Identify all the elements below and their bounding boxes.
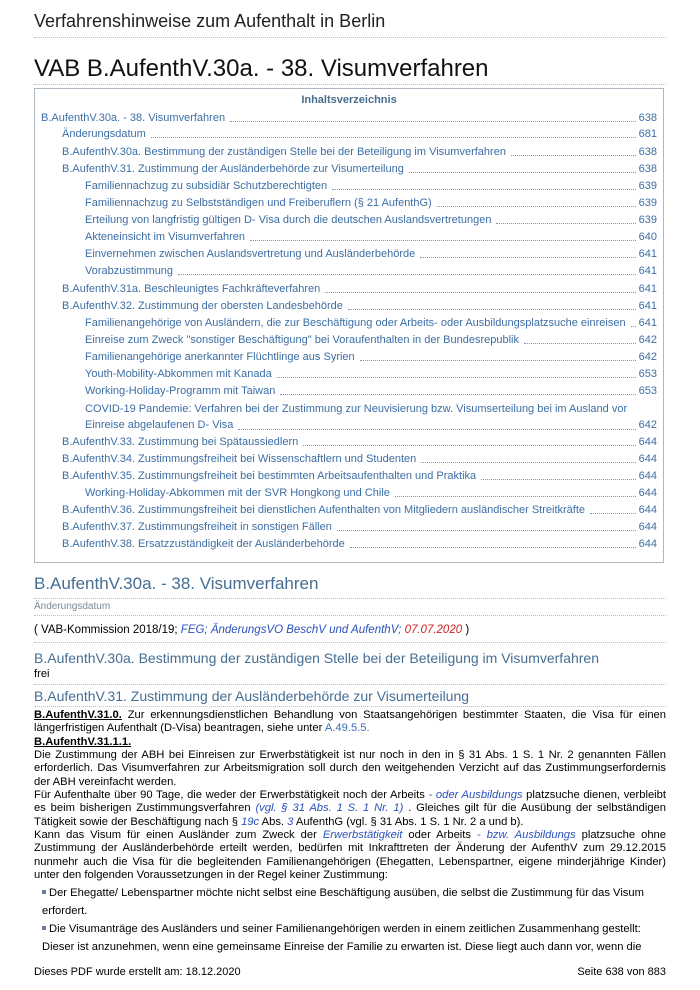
toc-entry[interactable]: Akteneinsicht im Visumverfahren 640 [85,231,657,243]
toc-entry[interactable]: Einvernehmen zwischen Auslandsvertretung und Ausländerbehörde 641 [85,248,657,260]
paragraph-familie: Kann das Visum für einen Ausländer zum Zweck der Erwerbstätigkeit oder Arbeits - bzw. Ausbildungs platzsuche ohne Zustimmung der Ausländerbehörde erteilt werden, bedürfen mit Inkrafttreten der Änderung der AufenthV zum 29.12.2015 nunmehr auch die Visa für die begleitenden Familienangehörigen (Ehegatten, Lebenspartner, eigene minderjährige Kinder) unter den folgenden Voraussetzungen in der Regel keiner Zustimmung: [34,829,666,882]
change-date-label: Änderungsdatum [34,601,111,612]
toc-page-number: 681 [638,128,657,140]
bullet-icon [42,926,46,930]
toc-page-number: 653 [638,368,657,380]
toc-entry[interactable]: Familienangehörige von Ausländern, die zur Beschäftigung oder Arbeits- oder Ausbildungsplatzsuche einreisen 641 [85,317,657,329]
running-header: Verfahrenshinweise zum Aufenthalt in Berlin [34,11,386,31]
toc-entry[interactable]: Working-Holiday-Abkommen mit der SVR Hongkong und Chile 644 [85,487,657,499]
toc-entry[interactable]: B.AufenthV.37. Zustimmungsfreiheit in sonstigen Fällen 644 [62,521,657,533]
change-note: ( VAB-Kommission 2018/19; FEG; ÄnderungsVO BeschV und AufenthV; 07.07.2020 ) [34,624,470,636]
paragraph-31-0: B.AufenthV.31.0. Zur erkennungsdienstlichen Behandlung von Staatsangehörigen bestimmter Staaten, die Visa für einen längerfristigen Aufenthalt (D-Visa) beantragen, siehe unter A.49.5.5. [34,709,666,735]
list-item: Die Visumanträge des Ausländers und seiner Familienangehörigen werden in einem zeitlichen Zusammenhang gestellt: Dieser ist anzunehmen, wenn eine gemeinsame Einreise der Familie zu erwarten ist. Diese liegt auch dann vor, wenn die [42,923,642,953]
toc-page-number: 644 [638,538,657,550]
toc-page-number: 642 [638,351,657,363]
divider [34,84,666,85]
toc-page-number: 642 [638,334,657,346]
toc-entry[interactable]: Familienangehörige anerkannter Flüchtlinge aus Syrien 642 [85,351,657,363]
divider [34,598,666,599]
toc-page-number: 641 [638,265,657,277]
toc-entry[interactable]: B.AufenthV.32. Zustimmung der obersten Landesbehörde 641 [62,300,657,312]
toc-page-number: 653 [638,385,657,397]
paragraph-aufenthalte: Für Aufenthalte über 90 Tage, die weder der Erwerbstätigkeit noch der Arbeits - oder Ausbildungs platzsuche dienen, verbleibt es beim bisherigen Zustimmungsverfahren (vgl. § 31 Abs. 1 S. 1 Nr. 1) . Gleiches gilt für die Ausübung der selbständigen Tätigkeit sowie der Beschäftigung nach § 19c Abs. 3 AufenthG (vgl. § 31 Abs. 1 S. 1 Nr. 2 a und b). [34,789,666,828]
toc-page-number: 638 [638,112,657,124]
toc-entry[interactable]: B.AufenthV.38. Ersatzzuständigkeit der Ausländerbehörde 644 [62,538,657,550]
toc-entry[interactable]: B.AufenthV.30a. Bestimmung der zuständigen Stelle bei der Beteiligung im Visumverfahren 638 [62,146,657,158]
toc-entry[interactable]: B.AufenthV.31a. Beschleunigtes Fachkräfteverfahren 641 [62,283,657,295]
toc-page-number: 639 [638,180,657,192]
change-date: 07.07.2020 [404,624,463,636]
paragraph-31-1-1-label: B.AufenthV.31.1.1. [34,736,132,748]
toc-entry[interactable]: B.AufenthV.35. Zustimmungsfreiheit bei bestimmten Arbeitsaufenthalten und Praktika 644 [62,470,657,482]
toc-entry[interactable]: Youth-Mobility-Abkommen mit Kanada 653 [85,368,657,380]
divider [34,684,666,685]
toc-entry[interactable]: Working-Holiday-Programm mit Taiwan 653 [85,385,657,397]
ref-link-31[interactable]: (vgl. § 31 Abs. 1 S. 1 Nr. 1) [255,802,404,815]
toc-entry[interactable]: Änderungsdatum 681 [62,128,657,140]
subsection-30a-text: frei [34,668,50,680]
toc-entry[interactable]: B.AufenthV.31. Zustimmung der Ausländerbehörde zur Visumerteilung 638 [62,163,657,175]
toc-page-number: 638 [638,146,657,158]
footer-created: Dieses PDF wurde erstellt am: 18.12.2020 [34,966,241,978]
paragraph-label: B.AufenthV.31.0. [34,709,122,721]
toc-page-number: 644 [638,487,657,499]
ref-link-a49[interactable]: A.49.5.5. [324,722,370,735]
divider [34,37,666,38]
footer-page-info: Seite 638 von 883 [577,966,666,978]
toc-page-number: 641 [638,300,657,312]
table-of-contents [34,88,664,563]
subsection-30a-title: B.AufenthV.30a. Bestimmung der zuständigen Stelle bei der Beteiligung im Visumverfahren [34,650,600,666]
subsection-31-title: B.AufenthV.31. Zustimmung der Ausländerbehörde zur Visumerteilung [34,688,470,704]
change-ref-link[interactable]: FEG; ÄnderungsVO BeschV und AufenthV; [180,624,402,636]
toc-page-number: 642 [638,419,657,431]
toc-page-number: 644 [638,470,657,482]
toc-page-number: 644 [638,436,657,448]
divider [34,615,666,616]
toc-page-number: 644 [638,521,657,533]
toc-page-number: 641 [638,317,657,329]
toc-entry[interactable]: COVID-19 Pandemie: Verfahren bei der Zustimmung zur Neuvisierung bzw. Visumserteilung bei im Ausland vor Einreise abgelaufenen D- Visa 642 [85,403,657,431]
toc-page-number: 644 [638,504,657,516]
page-title: VAB B.AufenthV.30a. - 38. Visumverfahren [34,55,489,82]
toc-entry[interactable]: B.AufenthV.34. Zustimmungsfreiheit bei Wissenschaftlern und Studenten 644 [62,453,657,465]
toc-entry[interactable]: Familiennachzug zu Selbstständigen und Freiberuflern (§ 21 AufenthG) 639 [85,197,657,209]
toc-page-number: 639 [638,197,657,209]
toc-entry[interactable]: Einreise zum Zweck "sonstiger Beschäftigung" bei Voraufenthalten in der Bundesrepublik 642 [85,334,657,346]
paragraph-zustimmung: Die Zustimmung der ABH bei Einreisen zur Erwerbstätigkeit ist nur noch in den in § 31 Abs. 1 S. 1 Nr. 2 genannten Fällen erforderlich. Das Visumverfahren zur Arbeitsmigration soll durch den weitgehenden Verzicht auf das Zustimmungserfordernis der ABH vereinfacht werden. [34,749,666,788]
toc-entry[interactable]: B.AufenthV.30a. - 38. Visumverfahren 638 [41,112,657,124]
divider [34,706,666,707]
toc-entry[interactable]: Familiennachzug zu subsidiär Schutzberechtigten 639 [85,180,657,192]
toc-entry[interactable]: B.AufenthV.36. Zustimmungsfreiheit bei dienstlichen Aufenthalten von Mitgliedern ausländischer Streitkräfte 644 [62,504,657,516]
toc-page-number: 639 [638,214,657,226]
list-item: Der Ehegatte/ Lebenspartner möchte nicht selbst eine Beschäftigung ausüben, die selbst die Zustimmung für das Visum erfordert. [42,887,644,917]
toc-page-number: 638 [638,163,657,175]
toc-entry[interactable]: B.AufenthV.33. Zustimmung bei Spätaussiedlern 644 [62,436,657,448]
toc-heading: Inhaltsverzeichnis [301,94,397,106]
bullet-icon [42,890,46,894]
toc-entry[interactable]: Erteilung von langfristig gültigen D- Visa durch die deutschen Auslandsvertretungen 639 [85,214,657,226]
divider [34,642,666,643]
toc-page-number: 644 [638,453,657,465]
toc-page-number: 640 [638,231,657,243]
toc-page-number: 641 [638,248,657,260]
toc-page-number: 641 [638,283,657,295]
toc-entry[interactable]: Vorabzustimmung 641 [85,265,657,277]
section-title: B.AufenthV.30a. - 38. Visumverfahren [34,574,319,593]
